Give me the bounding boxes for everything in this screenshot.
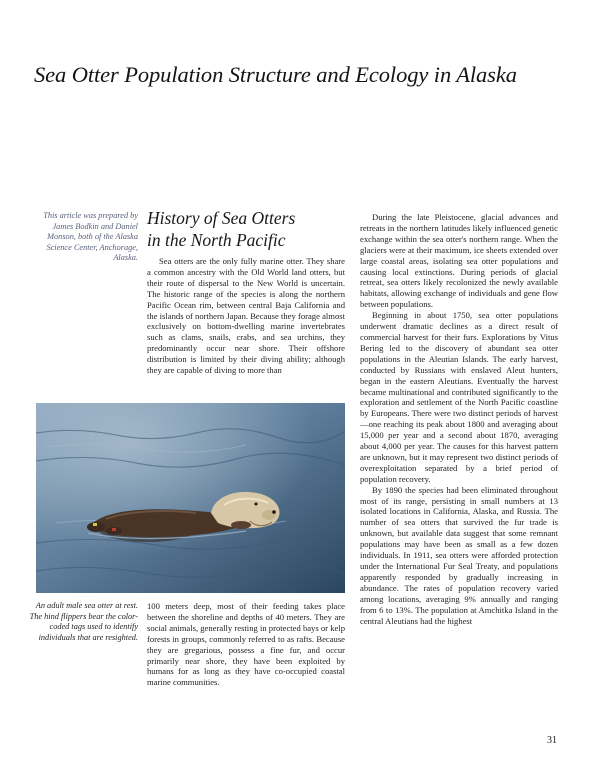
section-heading-line-1: History of Sea Otters <box>147 208 296 228</box>
section-heading-line-2: in the North Pacific <box>147 229 286 250</box>
paragraph: During the late Pleistocene, glacial advances and retreats in the northern latitudes likely influenced genetic exchange within the sea otter's northern range. When the glaciers were at their maximum, ice sheets extended over large coastal areas, isolating sea otter populations and causing local extinctions. During periods of glacial retreat, sea otters likely recolonized the newly available habitats, allowing exchange of individuals and gene flow between populations. <box>360 212 558 310</box>
article-column-left-bottom <box>147 601 345 688</box>
photo-caption: An adult male sea otter at rest. The hind flippers bear the color-coded tags used to identify individuals that are resighted. <box>29 601 138 642</box>
author-byline: This article was prepared by James Bodkin and Daniel Monson, both of the Alaska Science Center, Anchorage, Alaska. <box>43 211 138 262</box>
paragraph: 100 meters deep, most of their feeding takes place between the shoreline and depths of 40 meters. They are social animals, generally resting in protected bays or kelp forests in groups, commonly referred to as rafts. Because they are gregarious, possess a fine fur, and occur primarily near shore, they have been exploited by humans for as long as they have co-occupied coastal marine communities. <box>147 601 345 688</box>
section-heading <box>147 208 347 251</box>
sea-otter-image <box>36 403 345 593</box>
page-number: 31 <box>547 735 557 746</box>
paragraph: Beginning in about 1750, sea otter populations underwent dramatic declines as a direct result of commercial harvest for their furs. Explorations by Vitus Bering led to the discovery of abundant sea otter populations in the Aleutian Islands. The early harvest, conducted by Russians with enslaved Aleut hunters, began in the eastern Aleutians. Eventually the harvest became multinational and contributed significantly to the exploration and settlement of the North Pacific coastline by Europeans. There were two distinct periods of harvest—one reaching its peak about 1800 and averaging about 15,000 per year and a second about 1870, averaging about 4,000 per year. The causes for this harvest pattern are unknown, but it may represent two distinct periods of overexploitation separated by a brief period of population recovery. <box>360 310 558 484</box>
sea-otter-photo <box>36 403 345 593</box>
article-column-left-top <box>147 256 345 376</box>
page-title: Sea Otter Population Structure and Ecology in Alaska <box>34 62 517 87</box>
paragraph: By 1890 the species had been eliminated throughout most of its range, persisting in small numbers at 13 isolated locations in California, Alaska, and Russia. The number of sea otters that survived the fur trade is unknown, but available data suggest that some remnant populations may have been as small as a few dozen individuals. In 1911, sea otters were afforded protection under the International Fur Seal Treaty, and populations apparently responded by gradually increasing in abundance. The rates of population recovery varied among locations, averaging 9% annually and ranging from 6 to 13%. The population at Amchitka Island in the central Aleutians had the highest <box>360 484 558 626</box>
article-column-right <box>360 212 558 626</box>
paragraph: Sea otters are the only fully marine otter. They share a common ancestry with the Old World land otters, but their route of dispersal to the New World is uncertain. The historic range of the species is along the northern Pacific Ocean rim, between central Baja California and the islands of northern Japan. Because they forage almost exclusively on bottom-dwelling marine invertebrates such as clams, snails, crabs, and sea urchins, they predominantly occur near shore. Their offshore distribution is limited by their diving ability; although they are capable of diving to more than <box>147 256 345 376</box>
